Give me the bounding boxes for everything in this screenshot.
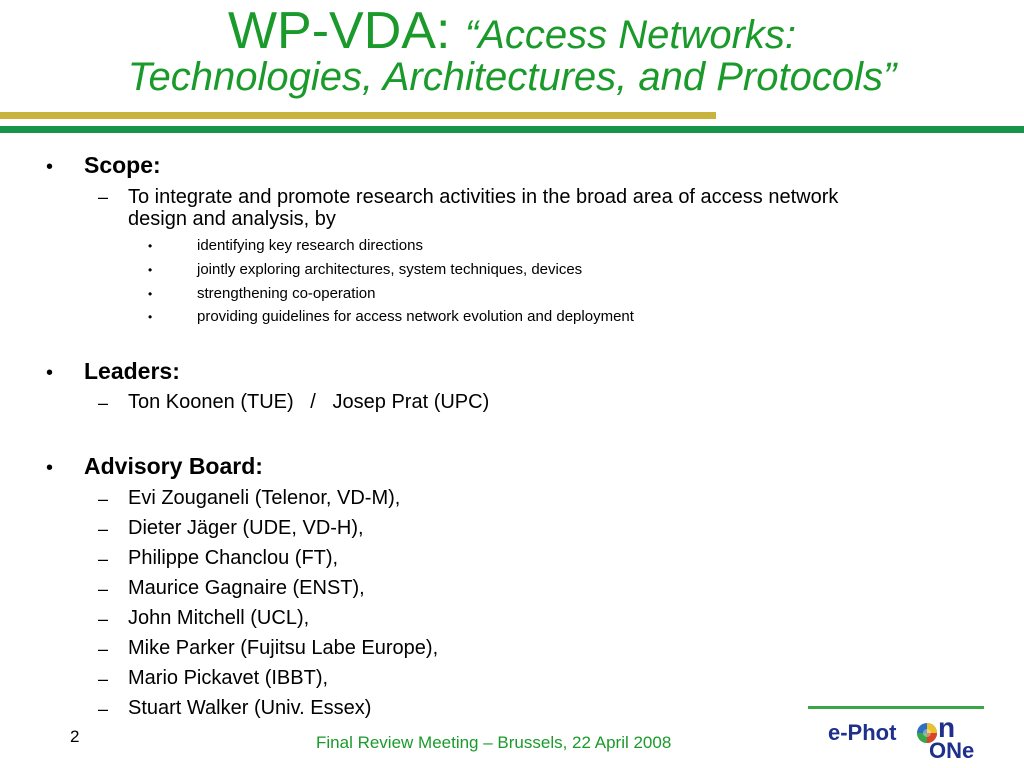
- ephoton-one-logo: [808, 706, 984, 764]
- dash-member: –: [98, 699, 109, 719]
- bullet-scope: •: [46, 156, 54, 178]
- title-main: WP-VDA:: [227, 2, 451, 60]
- green-divider: [0, 126, 1024, 133]
- leaders-heading: Leaders:: [84, 358, 180, 384]
- logo-text-one: ONe: [929, 738, 975, 763]
- sub-bullet: •: [148, 287, 153, 301]
- dash-leaders: –: [98, 393, 109, 413]
- dash-member: –: [98, 669, 109, 689]
- bullet-advisory: •: [46, 457, 54, 479]
- logo-text-ephot: e-Phot: [828, 720, 897, 745]
- logo-top-bar: [808, 706, 984, 709]
- title-line-2: Technologies, Architectures, and Protocols”: [127, 55, 897, 99]
- bullet-leaders: •: [46, 362, 54, 384]
- board-member: Stuart Walker (Univ. Essex): [128, 697, 372, 719]
- dash-member: –: [98, 549, 109, 569]
- board-member: Evi Zouganeli (Telenor, VD-M),: [128, 487, 401, 509]
- board-member: Philippe Chanclou (FT),: [128, 547, 339, 569]
- sub-bullet: •: [148, 239, 153, 253]
- dash-member: –: [98, 579, 109, 599]
- scope-item: identifying key research directions: [197, 237, 423, 254]
- scope-item: providing guidelines for access network evolution and deployment: [197, 308, 634, 325]
- board-member: John Mitchell (UCL),: [128, 607, 310, 629]
- dash-member: –: [98, 489, 109, 509]
- dash-member: –: [98, 639, 109, 659]
- scope-description-line-2: design and analysis, by: [128, 208, 336, 230]
- board-member: Maurice Gagnaire (ENST),: [128, 577, 365, 599]
- dash-scope: –: [98, 187, 109, 207]
- page-number: 2: [70, 727, 80, 746]
- sub-bullet: •: [148, 310, 153, 324]
- title-italic: “Access Networks:: [464, 13, 797, 57]
- board-member: Mike Parker (Fujitsu Labe Europe),: [128, 637, 439, 659]
- sub-bullet: •: [148, 263, 153, 277]
- advisory-board-heading: Advisory Board:: [84, 453, 263, 479]
- footer-text: Final Review Meeting – Brussels, 22 April 2008: [316, 733, 672, 752]
- gold-divider: [0, 112, 716, 119]
- scope-item: jointly exploring architectures, system techniques, devices: [197, 261, 583, 278]
- scope-item: strengthening co-operation: [197, 285, 376, 302]
- board-member: Dieter Jäger (UDE, VD-H),: [128, 517, 364, 539]
- dash-member: –: [98, 519, 109, 539]
- board-member: Mario Pickavet (IBBT),: [128, 667, 329, 689]
- scope-heading: Scope:: [84, 152, 161, 178]
- scope-description-line-1: To integrate and promote research activities in the broad area of access network: [128, 186, 839, 208]
- leaders-names: Ton Koonen (TUE) / Josep Prat (UPC): [128, 391, 490, 413]
- logo-text-n: n: [938, 712, 956, 743]
- dash-member: –: [98, 609, 109, 629]
